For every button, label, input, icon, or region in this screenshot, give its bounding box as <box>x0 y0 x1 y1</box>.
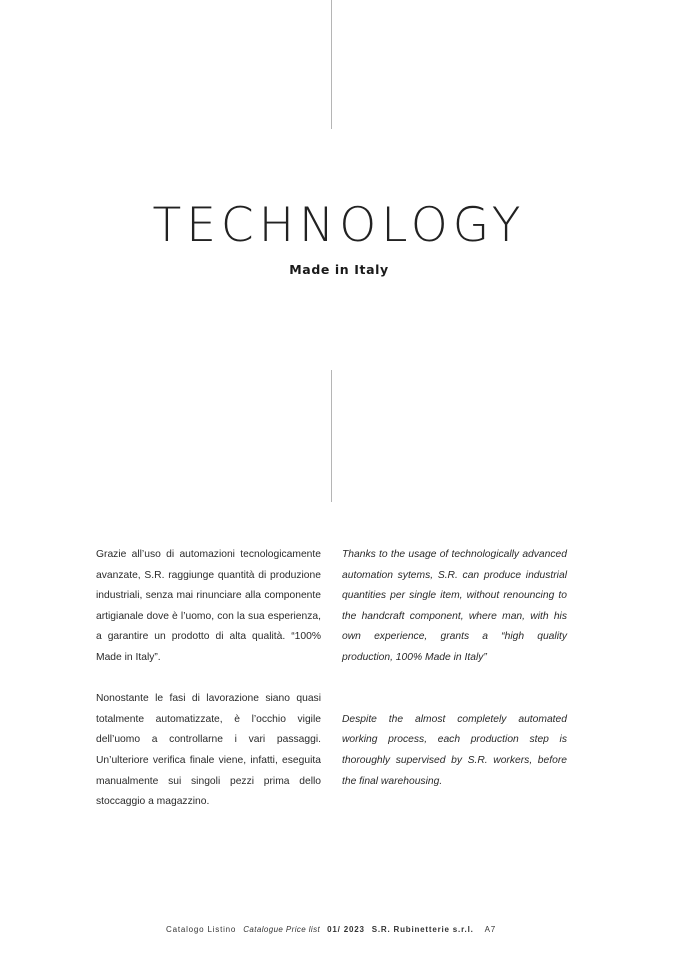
footer-catalog-it: Catalogo Listino <box>166 925 237 934</box>
top-divider-line <box>331 0 332 129</box>
italian-text-column <box>96 545 321 813</box>
middle-divider-line <box>331 370 332 502</box>
english-text-column <box>342 545 567 792</box>
footer-catalog-en: Catalogue Price list <box>243 925 321 934</box>
page-number: A7 <box>484 925 497 934</box>
page-footer <box>166 925 496 934</box>
page-title: TECHNOLOGY <box>152 198 526 253</box>
italian-paragraph-1: Grazie all’uso di automazioni tecnologicamente avanzate, S.R. raggiunge quantità di produzione industriali, senza mai rinunciare alla componente artigianale dove è l’uomo, con la sua esperienza, a garantire un prodotto di alta qualità. “100% Made in Italy”. <box>96 549 321 663</box>
footer-company: S.R. Rubinetterie s.r.l. <box>371 925 474 934</box>
footer-date: 01/ 2023 <box>327 925 365 934</box>
english-paragraph-2: Despite the almost completely automated working process, each production step is thoroughly supervised by S.R. workers, before the final warehousing. <box>342 713 567 787</box>
english-paragraph-1: Thanks to the usage of technologically advanced automation sytems, S.R. can produce industrial quantities per single item, without renouncing to the handcraft component, where man, with his own experience, grants a “high quality production, 100% Made in Italy” <box>342 549 567 663</box>
page-subtitle: Made in Italy <box>289 262 389 277</box>
italian-paragraph-2: Nonostante le fasi di lavorazione siano quasi totalmente automatizzate, è l’occhio vigile dell’uomo a controllarne i vari passaggi. Un’ulteriore verifica finale viene, infatti, eseguita manualmente sui singoli pezzi prima dello stoccaggio a magazzino. <box>96 693 321 808</box>
